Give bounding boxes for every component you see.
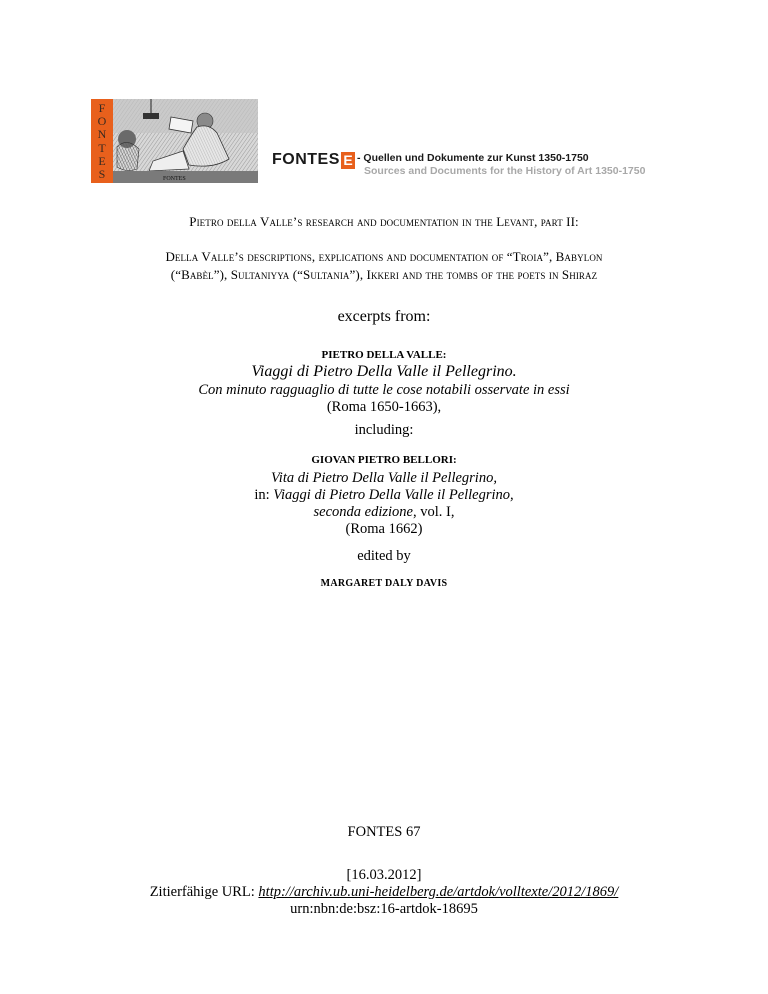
- fontes-brand-word: FONTES: [272, 151, 340, 168]
- work1-title-line1: Viaggi di Pietro Della Valle il Pellegrino.: [251, 363, 517, 380]
- edited-by-label: edited by: [357, 548, 411, 564]
- title-line-3: (“Babèl”), Sultaniyya (“Sultania”), Ikkeri and the tombs of the poets in Shiraz: [170, 267, 598, 282]
- title-line-1: Pietro della Valle’s research and documentation in the Levant, part II:: [189, 214, 579, 229]
- work1-place: (Roma 1650-1663),: [326, 399, 442, 415]
- excerpts-label: excerpts from:: [337, 308, 431, 325]
- logo-letter: N: [97, 127, 107, 142]
- citation-url-link[interactable]: http://archiv.ub.uni-heidelberg.de/artdok/volltexte/2012/1869/: [258, 884, 619, 900]
- urn-identifier: urn:nbn:de:bsz:16-artdok-18695: [290, 901, 478, 917]
- work2-title: Vita di Pietro Della Valle il Pellegrino,: [271, 470, 497, 486]
- editor-name: MARGARET DALY DAVIS: [320, 578, 448, 589]
- work2-edition: seconda edizione: [313, 504, 413, 520]
- logo-letter: E: [98, 153, 106, 168]
- logo-letter: T: [98, 140, 106, 155]
- logo-letter: S: [98, 167, 106, 182]
- url-label: Zitierfähige URL:: [149, 884, 259, 900]
- logo-letter: O: [97, 113, 107, 128]
- work2-place: (Roma 1662): [345, 521, 423, 537]
- work1-title-line2: Con minuto ragguaglio di tutte le cose notabili osservate in essi: [198, 382, 570, 398]
- work2-edition-line: [0, 504, 768, 521]
- subtitle-english: Sources and Documents for the History of Art 1350-1750: [364, 165, 646, 177]
- author-bellori: GIOVAN PIETRO BELLORI:: [311, 454, 457, 466]
- series-number: FONTES 67: [347, 824, 421, 840]
- title-line-2: Della Valle’s descriptions, explications and documentation of “Troia”, Babylon: [165, 249, 603, 264]
- work2-in-prefix: in:: [254, 487, 274, 503]
- work2-volume: , vol. I,: [412, 504, 455, 520]
- work2-in-title: Viaggi di Pietro Della Valle il Pellegrino,: [273, 487, 514, 503]
- engraving-image: [113, 99, 258, 183]
- including-label: including:: [354, 422, 414, 438]
- fontes-logo-letters: [91, 99, 113, 183]
- author-della-valle: PIETRO DELLA VALLE:: [321, 349, 447, 361]
- fontes-e-mark: E: [341, 152, 355, 169]
- citation-url-line: [0, 884, 768, 901]
- subtitle-german: - Quellen und Dokumente zur Kunst 1350-1750: [357, 152, 589, 164]
- logo-letter: F: [98, 100, 106, 115]
- engraving-caption: FONTES: [163, 176, 186, 182]
- publication-date: [16.03.2012]: [346, 867, 422, 883]
- work2-in-line: [0, 487, 768, 504]
